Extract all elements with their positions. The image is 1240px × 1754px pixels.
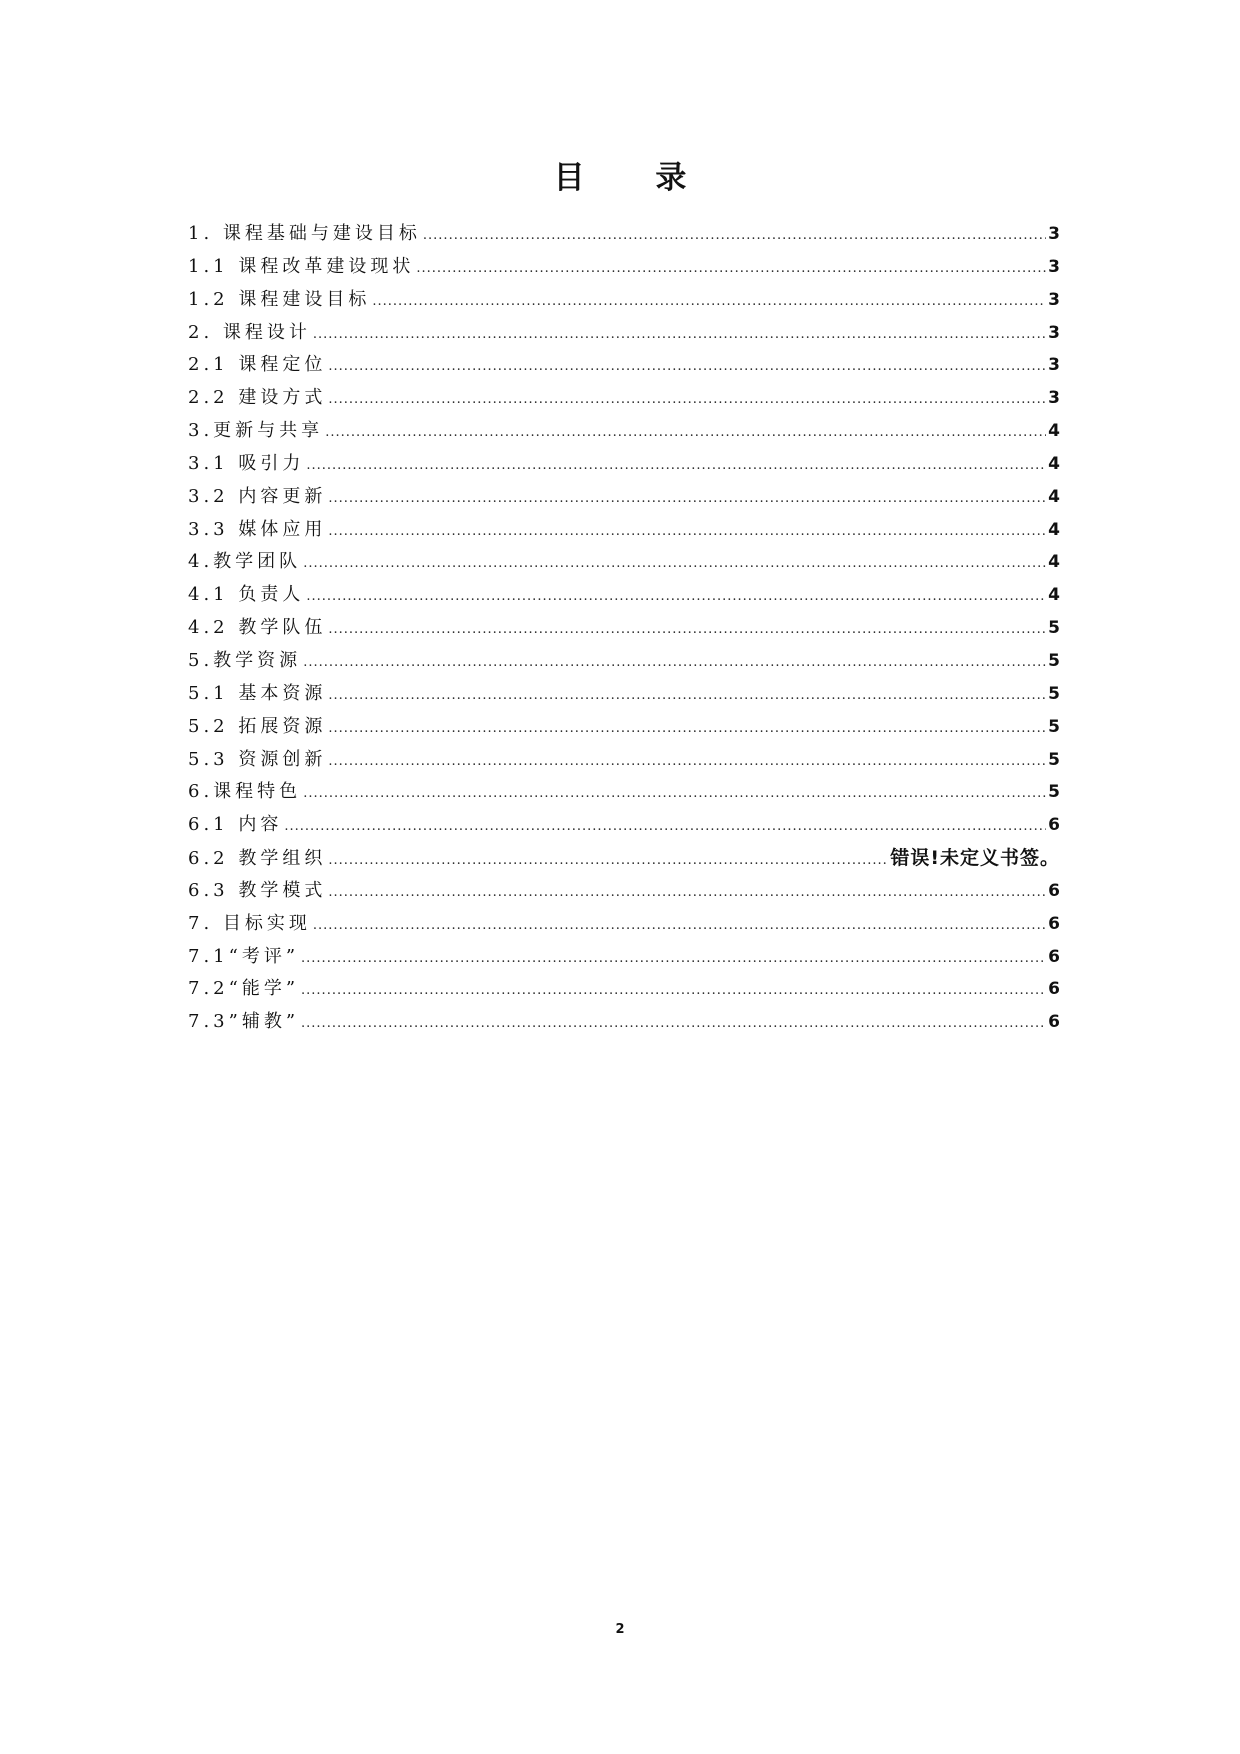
toc-entry-label[interactable]: 7.1“考评” [188,945,300,967]
toc-entry[interactable] [188,218,1060,251]
toc-entry-label[interactable]: 1.2 课程建设目标 [188,288,371,310]
toc-entry[interactable] [188,317,1060,350]
toc-entry[interactable] [188,973,1060,1006]
toc-dot-leader [303,778,1046,811]
toc-entry[interactable] [188,448,1060,481]
toc-dot-leader [313,319,1046,352]
toc-entry[interactable] [188,941,1060,974]
toc-entry-page[interactable]: 4 [1048,421,1060,442]
toc-entry[interactable] [188,382,1060,415]
toc-dot-leader [328,713,1046,746]
toc-entry-page[interactable]: 6 [1048,946,1060,967]
toc-entry[interactable] [188,514,1060,547]
toc-dot-leader [328,483,1046,516]
toc-entry-page[interactable]: 3 [1048,289,1060,310]
toc-entry[interactable] [188,776,1060,809]
toc-dot-leader [284,811,1046,844]
toc-entry-label[interactable]: 5.1 基本资源 [188,682,327,704]
toc-entry-page[interactable]: 4 [1048,585,1060,606]
toc-entry[interactable] [188,645,1060,678]
toc-dot-leader [328,845,888,878]
toc-entry-page[interactable]: 6 [1048,979,1060,1000]
toc-dot-leader [303,647,1046,680]
toc-entry-page[interactable]: 3 [1048,256,1060,277]
toc-entry-page[interactable]: 4 [1048,453,1060,474]
toc-dot-leader [328,384,1046,417]
toc-entry-page[interactable]: 3 [1048,388,1060,409]
toc-entry-label[interactable]: 5.3 资源创新 [188,748,327,770]
toc-dot-leader [306,581,1046,614]
toc-entry[interactable] [188,842,1060,875]
toc-entry[interactable] [188,908,1060,941]
toc-entry[interactable] [188,809,1060,842]
toc-entry-label[interactable]: 6.2 教学组织 [188,848,327,870]
toc-dot-leader [306,450,1046,483]
toc-dot-leader [301,975,1046,1008]
toc-entry-page[interactable]: 3 [1048,224,1060,244]
toc-entry-label[interactable]: 3.2 内容更新 [188,485,327,507]
toc-dot-leader [328,351,1046,384]
toc-dot-leader [328,680,1046,713]
toc-entry[interactable] [188,1006,1060,1039]
toc-entry-label[interactable]: 7. 目标实现 [188,912,311,934]
toc-entry-label[interactable]: 2. 课程设计 [188,321,311,343]
toc-dot-leader [416,253,1046,286]
toc-entry-page[interactable]: 6 [1048,913,1060,934]
toc-entry-page[interactable]: 5 [1048,650,1060,671]
toc-dot-leader [325,417,1046,450]
toc-entry-label[interactable]: 2.1 课程定位 [188,354,327,376]
toc-entry-label[interactable]: 2.2 建设方式 [188,387,327,409]
toc-dot-leader [313,910,1046,943]
toc-entry-label[interactable]: 4.2 教学队伍 [188,617,327,639]
toc-entry-page[interactable]: 4 [1048,519,1060,540]
toc-entry-page[interactable]: 4 [1048,552,1060,573]
toc-entry-page[interactable]: 5 [1048,618,1060,639]
toc-entry-page[interactable]: 3 [1048,355,1060,376]
toc-entry-label[interactable]: 1.1 课程改革建设现状 [188,255,415,277]
toc-dot-leader [301,1008,1046,1041]
toc-entry[interactable] [188,415,1060,448]
toc-entry-label[interactable]: 3.更新与共享 [188,420,324,442]
toc-entry-page[interactable]: 错误!未定义书签。 [890,847,1060,870]
toc-entry-page[interactable]: 5 [1048,716,1060,737]
toc-entry-page[interactable]: 3 [1048,322,1060,343]
toc-entry[interactable] [188,678,1060,711]
toc-entry-label[interactable]: 6.3 教学模式 [188,879,327,901]
toc-entry[interactable] [188,284,1060,317]
toc-entry-label[interactable]: 5.2 拓展资源 [188,715,327,737]
toc-dot-leader [328,516,1046,549]
toc-dot-leader [328,877,1046,910]
toc-entry[interactable] [188,349,1060,382]
page-number: 2 [615,1622,625,1637]
toc-entry[interactable] [188,711,1060,744]
toc-entry[interactable] [188,481,1060,514]
toc-dot-leader [301,943,1046,976]
toc-entry-page[interactable]: 5 [1048,683,1060,704]
toc-entry[interactable] [188,579,1060,612]
toc-entry-label[interactable]: 7.2“能学” [188,978,300,1000]
toc-entry[interactable] [188,875,1060,908]
toc-entry-label[interactable]: 1. 课程基础与建设目标 [188,223,421,244]
toc-entry-label[interactable]: 4.1 负责人 [188,584,305,606]
toc-list [188,218,1060,1039]
toc-entry-label[interactable]: 6.1 内容 [188,814,283,836]
toc-dot-leader [328,746,1046,779]
toc-dot-leader [423,220,1046,253]
toc-entry-page[interactable]: 5 [1048,782,1060,803]
toc-entry[interactable] [188,546,1060,579]
toc-entry-page[interactable]: 5 [1048,749,1060,770]
toc-entry-label[interactable]: 7.3”辅教” [188,1011,300,1033]
toc-entry-page[interactable]: 6 [1048,880,1060,901]
toc-entry-label[interactable]: 6.课程特色 [188,781,302,803]
toc-entry-page[interactable]: 4 [1048,486,1060,507]
toc-entry-label[interactable]: 3.1 吸引力 [188,452,305,474]
toc-entry[interactable] [188,744,1060,777]
toc-title: 目 录 [553,160,717,196]
toc-entry-page[interactable]: 6 [1048,815,1060,836]
toc-entry[interactable] [188,251,1060,284]
toc-entry-page[interactable]: 6 [1048,1012,1060,1033]
toc-dot-leader [372,286,1046,319]
toc-entry-label[interactable]: 5.教学资源 [188,649,302,671]
toc-dot-leader [303,548,1046,581]
toc-entry-label[interactable]: 4.教学团队 [188,551,302,573]
toc-entry[interactable] [188,612,1060,645]
toc-dot-leader [328,614,1046,647]
toc-entry-label[interactable]: 3.3 媒体应用 [188,518,327,540]
